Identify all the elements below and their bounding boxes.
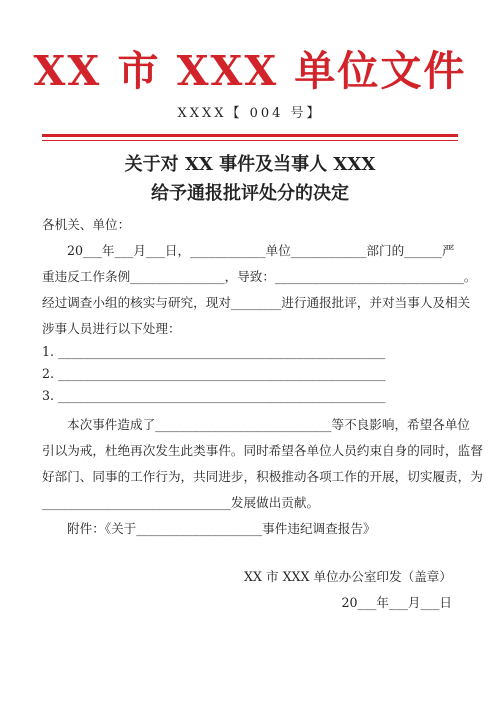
paragraph-2-line-1: 本次事件造成了____________________________等不良影响，希望各单位 [67,417,470,432]
paragraph-1-line-1: 20___年___月___日，____________单位____________部门的______严 [67,243,455,258]
header-divider-thick [42,134,458,137]
paragraph-1-line-4: 涉事人员进行以下处理： [42,321,181,336]
header-divider-thin [42,140,458,141]
document-number: XXXX【 004 号】 [177,106,323,121]
document-title-line-1: 关于对 XX 事件及当事人 XXX [124,154,376,175]
issue-date: 20___年___月___日 [341,595,452,610]
list-item-1: 1. ____________________________________________________ [42,344,386,359]
paragraph-1-line-2: 重违反工作条例_______________，导致：______________________________。 [42,269,477,284]
list-item-3: 3. ____________________________________________________ [42,388,386,403]
document-title-line-2: 给予通报批评处分的决定 [151,183,349,204]
document-header-title: XX 市 XXX 单位文件 [33,47,467,95]
salutation: 各机关、单位： [42,217,131,232]
issuer-signature: XX 市 XXX 单位办公室印发（盖章） [244,569,452,584]
list-item-2: 2. ____________________________________________________ [42,366,386,381]
paragraph-2-line-2: 引以为戒，杜绝再次发生此类事件。同时希望各单位人员约束自身的同时，监督 [42,443,483,458]
paragraph-2-line-4: ______________________________发展做出贡献。 [42,495,320,510]
attachment-line: 附件：《关于____________________事件违纪调查报告》 [67,521,376,536]
paragraph-1-line-3: 经过调查小组的核实与研究，现对________进行通报批评，并对当事人及相关 [42,295,471,310]
paragraph-2-line-3: 好部门、同事的工作行为，共同进步，积极推动各项工作的开展，切实履责，为 [42,469,483,484]
